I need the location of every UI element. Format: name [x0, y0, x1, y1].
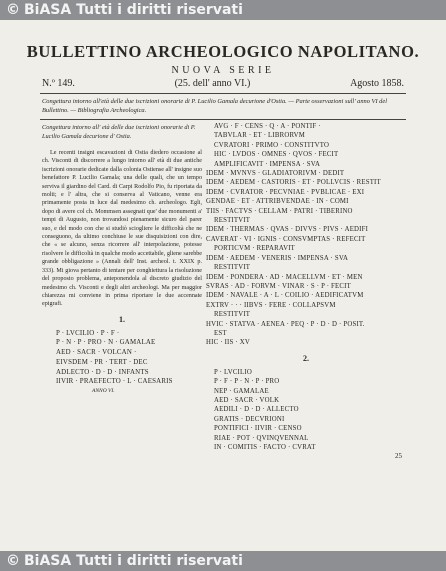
- masthead-subtitle: NUOVA SERIE: [171, 65, 275, 76]
- inscription-line: EST: [214, 329, 227, 337]
- inscription-line: EIVSDEM · PR · TERT · DEC: [56, 358, 148, 366]
- inscription-line: HIC · LVDOS · OMNES · QVOS · FECIT: [214, 151, 339, 159]
- inscription-line: AMPLIFICAVIT · IMPENSA · SVA: [214, 160, 321, 168]
- inscription-line: CVRATORI · PRIMO · CONSTITVTO: [214, 141, 330, 149]
- inscription-1: [56, 329, 202, 387]
- copyright-icon: ©: [6, 2, 20, 18]
- watermark-bottom-text: BiASA Tutti i diritti riservati: [24, 553, 243, 569]
- inscription-line: IDEM · THERMAS · QVAS · DIVVS · PIVS · AEDIFI: [206, 226, 369, 234]
- inscription-line: IDEM · CVRATOR · PECVNIAE · PVBLICAE · EXI: [206, 188, 365, 196]
- inscription-line: HIC · IIS · XV: [206, 339, 250, 347]
- page-number: 25: [395, 452, 402, 461]
- inscription-line: RESTITVIT: [214, 311, 251, 319]
- inscription-line: IN · COMITIS · FACTO · CVRAT: [214, 444, 316, 451]
- inscription-line: IDEM · AEDEM · CASTORIS · ET · POLLVCIS · RESTIT: [206, 179, 381, 187]
- footer-signature: ANNO VI.: [92, 387, 115, 394]
- inscription-1-number: 1.: [119, 314, 125, 324]
- watermark-top-text: BiASA Tutti i diritti riservati: [24, 2, 243, 18]
- inscription-line: SVRAS · AD · FORVM · VINAR · S · P · FECIT: [206, 282, 351, 290]
- inscription-line: ADLECTO · D · D · INFANTS: [56, 368, 149, 376]
- inscription-line: NEP · GAMALAE: [214, 387, 269, 395]
- issue-info: [42, 78, 404, 89]
- inscription-line: CAVERAT · VI · IGNIS · CONSVMPTAS · REFECIT: [206, 235, 366, 243]
- inscription-line: RIAE · POT · QVINQVENNAL: [214, 434, 309, 442]
- right-column: [206, 122, 406, 461]
- inscription-line: IIVIR · PRAEFECTO · L · CAESARIS: [56, 378, 173, 386]
- inscription-line: P · F · P · N · P · PRO: [214, 378, 280, 386]
- inscription-line: IDEM · NAVALE · A · L · COILIO · AEDIFICATVM: [206, 292, 364, 300]
- issue-date: Agosto 1858.: [350, 78, 404, 89]
- divider-top: [40, 93, 406, 94]
- inscription-line: PONTIFICI · IIVIR · CENSO: [214, 425, 302, 433]
- inscription-2-number: 2.: [303, 353, 309, 363]
- issue-volume: (25. dell' anno VI.): [174, 78, 251, 89]
- masthead: [0, 42, 446, 76]
- inscription-line: GRATIS · DECVRIONI: [214, 415, 285, 423]
- inscription-line: RESTITVIT: [214, 217, 251, 225]
- inscription-line: AVG · F · CENS · Q · A · PONTIF ·: [214, 123, 321, 130]
- inscription-line: AED · SACR · VOLCAN ·: [56, 349, 137, 357]
- inscription-line: AEDILI · D · D · ALLECTO: [214, 406, 299, 414]
- watermark-bottom: [0, 551, 446, 571]
- newspaper-page: [0, 20, 446, 551]
- inscription-line: P · LVCILIO: [214, 368, 252, 376]
- left-column: [42, 124, 202, 394]
- inscription-line: PORTICVM · REPARAVIT: [214, 245, 296, 253]
- inscription-line: IDEM · PONDERA · AD · MACELLVM · ET · MEN: [206, 273, 363, 281]
- inscription-continued: [206, 122, 406, 348]
- inscription-line: RESTITVIT: [214, 264, 251, 272]
- issue-number: N.º 149.: [42, 78, 75, 89]
- inscription-line: IDEM · AEDEM · VENERIS · IMPENSA · SVA: [206, 254, 349, 262]
- inscription-line: TIIS · FACTVS · CELLAM · PATRI · TIBERINO: [206, 207, 353, 215]
- divider-bottom: [40, 119, 406, 120]
- inscription-line: HVIC · STATVA · AENEA · PEQ · P · D · D · POSIT.: [206, 320, 365, 328]
- inscription-line: AED · SACR · VOLK: [214, 396, 280, 404]
- inscription-line: P · LVCILIO · P · F ·: [56, 329, 120, 337]
- inscription-2: [206, 368, 406, 453]
- article-body: [42, 149, 202, 309]
- article-paragraph: Le recenti insigni escavazioni di Ostia diedero occasione al ch. Visconti di discorrere a lungo intorno all' età di due antiche iscrizioni onorarie dedicate dalla colonia Ostiense all' insigne suo benefattore P. Lucilio Gamala; una delle quali, che un tempo serviva il giardino del Card. di Carpi Rodolfo Pio, fu riportata da molti; e l' altra, che si conserva al Vaticano, venne era primamente posta in luce dal medesimo ch. archeologo. Egli, dopo di avere col ch. Mommsen assegnati que' due monumenti a' tempi di Augusto, non trovandosi pienamente sicuro del parer suo, e del modo con che si studiò sciogliere le difficoltà che ne conseguono, da ultimo conchiuse le sue disquisizioni con dire, che « se alcuno, senza ricorrere all' interpolazione, potesse risolvere le difficoltà in qualche modo accettabile, gliene sarebbe grande obbligazione » (Annali dell' Inst. archeol. t. XXIX p. 333). Mi giova pertanto di tentare per conghiettura la risoluzione del proposto problema, anteponendola al discreto giudizio del medesimo ch. Visconti e degli altri archeologi. Ma per maggior chiarezza mi conviene in prima riportare le due accennate epigrafi.: [42, 150, 202, 308]
- inscription-line: TABVLAR · ET · LIBRORVM: [214, 132, 305, 140]
- inscription-line: GENDAE · ET · ATTRIBVENDAE · IN · COMI: [206, 198, 349, 206]
- watermark-top: [0, 0, 446, 20]
- masthead-title: BULLETTINO ARCHEOLOGICO NAPOLITANO.: [26, 42, 420, 61]
- inscription-line: IDEM · MVNVS · GLADIATORIVM · DEDIT: [206, 170, 345, 178]
- copyright-icon: ©: [6, 553, 20, 569]
- inscription-line: P · N · P · PRO · N · GAMALAE: [56, 339, 156, 347]
- issue-summary: Congettura intorno all'età delle due iscrizioni onorarie di P. Lucilio Gamala decurione d'Ostia. — Parte osservazioni sull' anno VI del Bullettino. — Bibliografia Archeologica.: [42, 98, 387, 114]
- inscription-line: EXTRV · · · IIBVS · FERE · COLLAPSVM: [206, 301, 336, 309]
- article-heading: Congettura intorno all' età delle due iscrizioni onorarie di P. Lucilio Gamala decurione d' Ostia.: [42, 124, 196, 140]
